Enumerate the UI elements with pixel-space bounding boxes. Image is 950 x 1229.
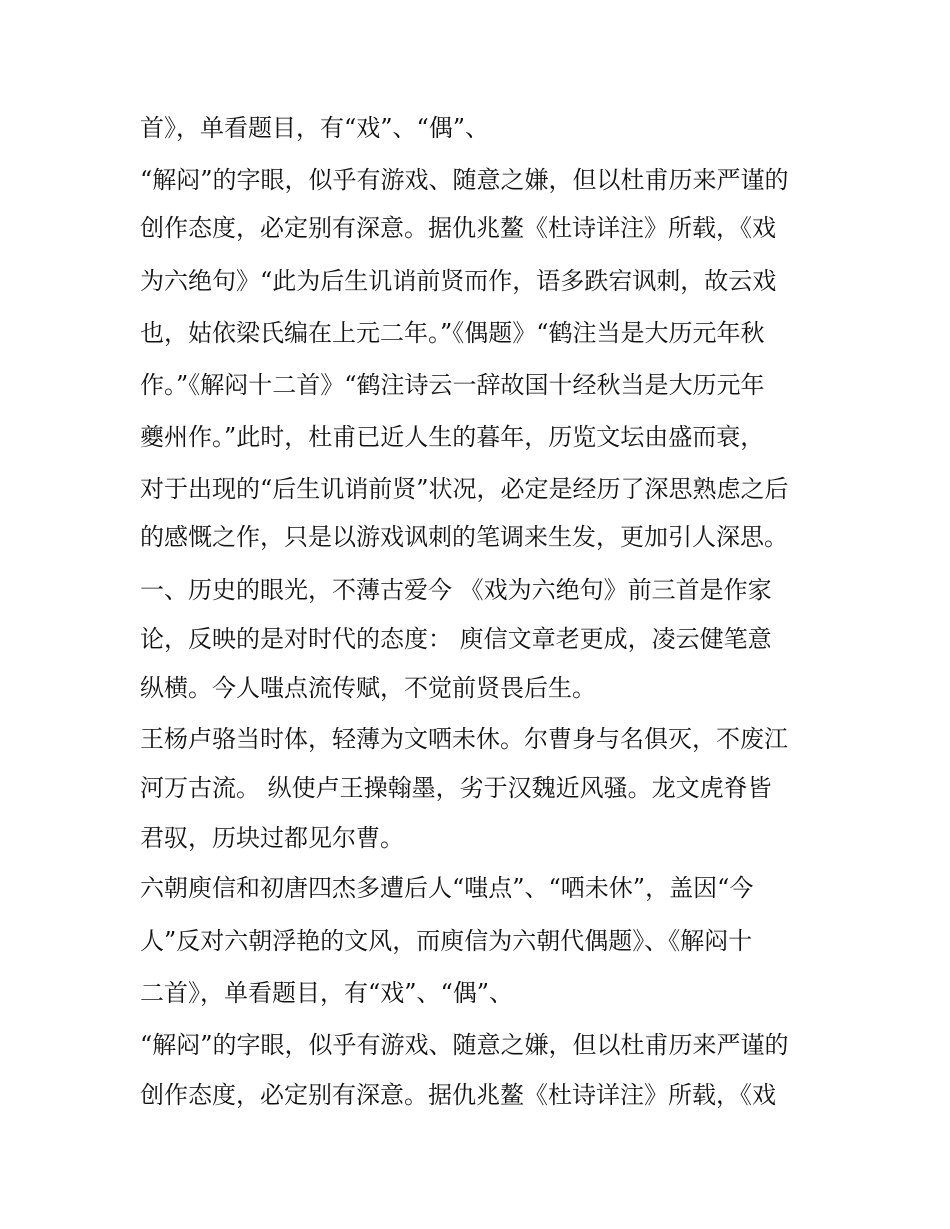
text-line: 纵横。今人嗤点流传赋，不觉前贤畏后生。: [140, 674, 596, 702]
text-line: 创作态度，必定别有深意。据仇兆鳌《杜诗详注》所载，《戏: [140, 1081, 776, 1109]
text-line: 的感慨之作，只是以游戏讽刺的笔调来生发，更加引人深思。: [140, 523, 788, 551]
text-line: “解闷”的字眼，似乎有游戏、随意之嫌，但以杜甫历来严谨的: [140, 166, 789, 194]
text-line: 作。”《解闷十二首》“鹤注诗云一辞故国十经秋当是大历元年: [140, 371, 765, 399]
text-line: 君驭，历块过都见尔曹。: [140, 824, 404, 852]
text-line: 对于出现的“后生讥诮前贤”状况，必定是经历了深思熟虑之后: [140, 475, 789, 503]
text-line: 河万古流。 纵使卢王操翰墨，劣于汉魏近风骚。龙文虎脊皆: [140, 774, 772, 802]
text-line: 首》，单看题目，有“戏”、“偶”、: [140, 114, 490, 142]
text-line: 创作态度，必定别有深意。据仇兆鳌《杜诗详注》所载，《戏: [140, 214, 776, 242]
text-line: 二首》，单看题目，有“戏”、“偶”、: [140, 979, 514, 1007]
text-line: “解闷”的字眼，似乎有游戏、随意之嫌，但以杜甫历来严谨的: [140, 1031, 789, 1059]
text-line: 为六绝句》“此为后生讥诮前贤而作，语多跌宕讽刺，故云戏: [140, 267, 777, 295]
text-line: 王杨卢骆当时体，轻薄为文哂未休。尔曹身与名俱灭，不废江: [140, 725, 788, 753]
text-line: 论，反映的是对时代的态度： 庾信文章老更成，凌云健笔意: [140, 625, 772, 653]
text-line: 也，姑依梁氏编在上元二年。”《偶题》“鹤注当是大历元年秋: [140, 319, 765, 347]
text-line: 人”反对六朝浮艳的文风，而庾信为六朝代偶题》、《解闷十: [140, 927, 753, 955]
text-line: 六朝庾信和初唐四杰多遭后人“嗤点”、“哂未休”，盖因“今: [140, 874, 754, 902]
text-line: 一、历史的眼光，不薄古爱今 《戏为六绝句》前三首是作家: [140, 576, 772, 604]
text-line: 夔州作。”此时，杜甫已近人生的暮年，历览文坛由盛而衰，: [140, 423, 765, 451]
